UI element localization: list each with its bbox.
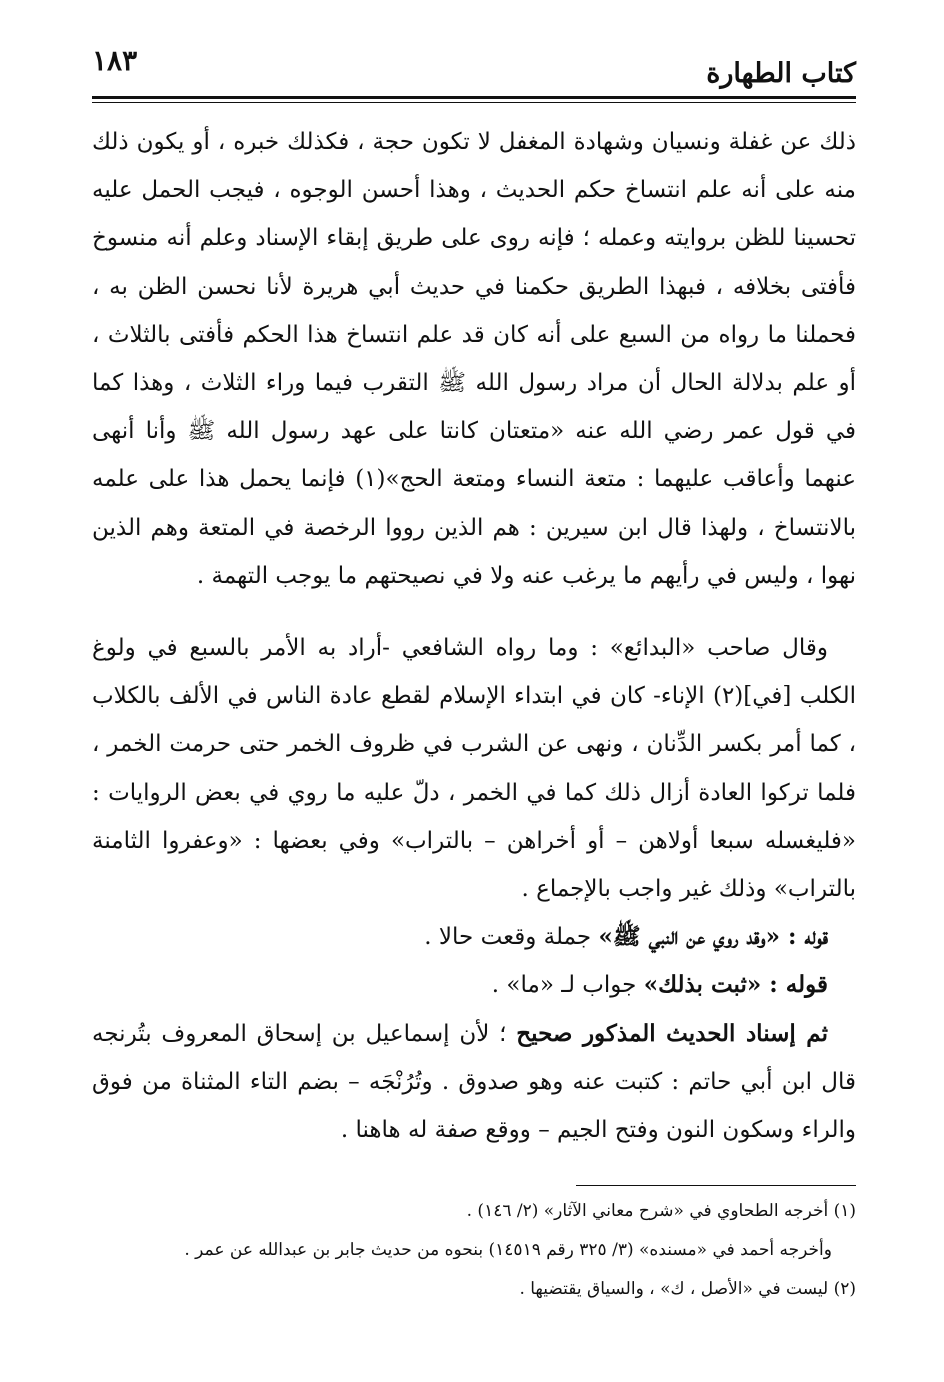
header-rule-thick <box>92 96 856 99</box>
main-text <box>92 118 856 1154</box>
paragraph-5 <box>92 1010 856 1155</box>
footnotes <box>92 1192 856 1309</box>
running-header <box>92 38 856 96</box>
paragraph-3 <box>92 913 856 961</box>
footnote-1: (١) أخرجه الطحاوي في «شرح معاني الآثار» (٢/ ١٤٦) . <box>466 1201 856 1221</box>
paragraph-5-lemma: ثم إسناد الحديث المذكور صحيح <box>516 1019 828 1047</box>
paragraph-4-lemma: قوله : «ثبت بذلك» <box>643 971 828 999</box>
paragraph-4 <box>92 961 856 1009</box>
footnote-2: (٢) ليست في «الأصل ، ك» ، والسياق يقتضيها . <box>519 1279 856 1299</box>
paragraph-5-comment: ؛ لأن إسماعيل بن إسحاق المعروف بتُرنجه قال ابن أبي حاتم : كتبت عنه وهو صدوق . وتُرُنْجَه – بضم التاء المثناة من فوق والراء وسكون النون وفتح الجيم – ووقع صفة له هاهنا . <box>92 1020 856 1144</box>
footnote-1-continuation: وأخرجه أحمد في «مسنده» (٣/ ٣٢٥ رقم ١٤٥١٩) بنحوه من حديث جابر بن عبدالله عن عمر . <box>184 1240 832 1260</box>
paragraph-1: ذلك عن غفلة ونسيان وشهادة المغفل لا تكون حجة ، فكذلك خبره ، أو يكون ذلك منه على أنه علم انتساخ حكم الحديث ، وهذا أحسن الوجوه ، فيجب الحمل عليه تحسينا للظن بروايته وعمله ؛ فإنه روى على طريق إبقاء الإسناد وعلم أنه منسوخ فأفتى بخلافه ، فبهذا الطريق حكمنا في حديث أبي هريرة لأنا نحسن الظن به ، فحملنا ما رواه من السبع على أنه كان قد علم انتساخ هذا الحكم فأفتى بالثلاث ، أو علم بدلالة الحال أن مراد رسول الله ﷺ التقرب فيما وراء الثلاث ، وهذا كما في قول عمر رضي الله عنه «متعتان كانتا على عهد رسول الله ﷺ وأنا أنهى عنهما وأعاقب عليهما : متعة النساء ومتعة الحج»(١) فإنما يحمل هذا على علمه بالانتساخ ، ولهذا قال ابن سيرين : هم الذين رووا الرخصة في المتعة وهم الذين نهوا ، وليس في رأيهم ما يرغب عنه ولا في نصيحتهم ما يوجب التهمة . <box>92 129 856 589</box>
paragraph-2: وقال صاحب «البدائع» : وما رواه الشافعي -أراد به الأمر بالسبع في ولوغ الكلب [في](٢) الإناء- كان في ابتداء الإسلام لقطع عادة الناس في الألف بالكلاب ، كما أمر بكسر الدِّنان ، ونهى عن الشرب في ظروف الخمر حتى حرمت الخمر ، فلما تركوا العادة أزال ذلك كما في الخمر ، دلّ عليه ما روي في بعض الروايات : «فليغسله سبعا أولاهن – أو أخراهن – بالتراب» وفي بعضها : «وعفروا الثامنة بالتراب» وذلك غير واجب بالإجماع . <box>92 635 856 903</box>
book-title: كتاب الطهارة <box>706 58 856 89</box>
paragraph-3-comment: جملة وقعت حالا . <box>424 924 599 951</box>
footnote-divider <box>576 1185 856 1186</box>
paragraph-4-comment: جواب لـ «ما» . <box>491 972 644 999</box>
paragraph-3-lemma: قوله : «وقد روي عن النبي ﷺ» <box>598 923 828 951</box>
header-rule-thin <box>92 102 856 103</box>
page-number: ١٨٣ <box>92 44 138 77</box>
